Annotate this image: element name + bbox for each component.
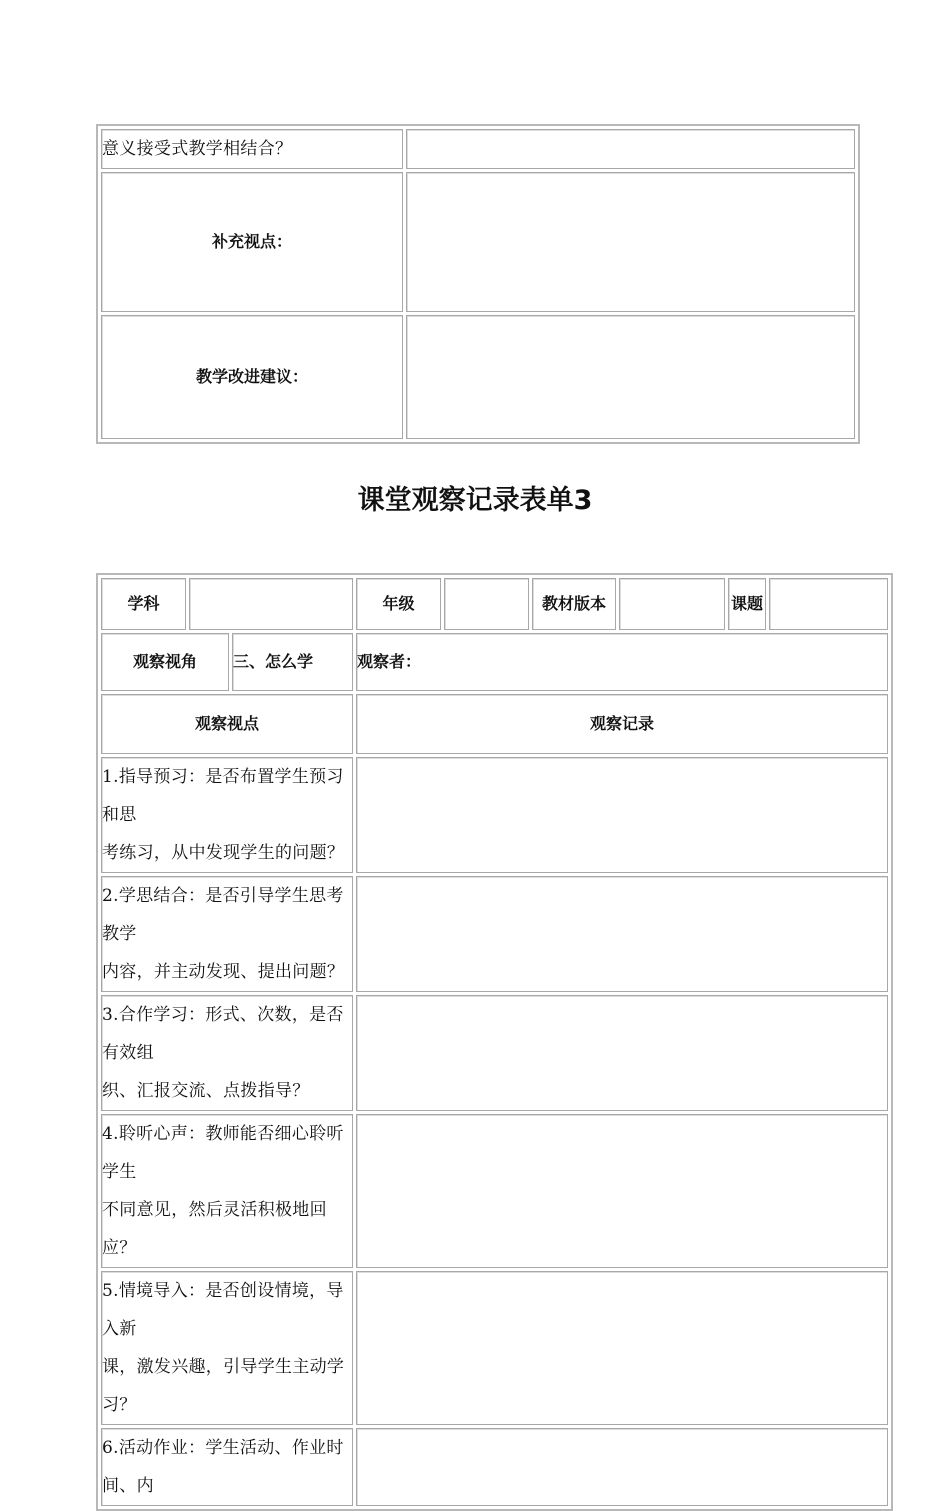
textbook-value-cell[interactable] [619, 578, 725, 630]
viewpoint-item-line: 6.活动作业：学生活动、作业时间、内 [102, 1438, 344, 1496]
record-cell[interactable] [356, 1428, 888, 1506]
viewpoint-item-line: 不同意见，然后灵活积极地回应？ [102, 1200, 327, 1258]
supplement-record-cell[interactable] [406, 172, 855, 312]
improvement-label: 教学改进建议： [101, 315, 403, 439]
viewpoint-item-line: 1.指导预习：是否布置学生预习和思 [102, 767, 344, 825]
viewpoint-item-line: 5.情境导入：是否创设情境，导入新 [102, 1281, 344, 1339]
subject-label: 学科 [101, 578, 186, 630]
observer-label[interactable]: 观察者： [356, 633, 888, 691]
angle-label: 观察视角 [101, 633, 229, 691]
viewpoint-header: 观察视点 [101, 694, 353, 754]
table-row [101, 1428, 888, 1506]
record-header: 观察记录 [356, 694, 888, 754]
textbook-label: 教材版本 [532, 578, 616, 630]
viewpoint-item-line: 考练习，从中发现学生的问题？ [102, 843, 345, 863]
table-row [101, 995, 888, 1111]
viewpoint-item [101, 1114, 353, 1268]
viewpoint-cell-continued: 意义接受式教学相结合？ [101, 129, 403, 169]
viewpoint-item [101, 757, 353, 873]
angle-value: 三、怎么学 [232, 633, 353, 691]
improvement-record-cell[interactable] [406, 315, 855, 439]
viewpoint-item [101, 876, 353, 992]
record-cell[interactable] [356, 1114, 888, 1268]
topic-label: 课题 [728, 578, 766, 630]
viewpoint-item-line: 2.学思结合：是否引导学生思考教学 [102, 886, 344, 944]
table-row [101, 757, 888, 873]
record-cell[interactable] [356, 1271, 888, 1425]
viewpoint-item [101, 1271, 353, 1425]
viewpoint-item-line: 内容，并主动发现、提出问题？ [102, 962, 345, 982]
viewpoint-item-line: 织、汇报交流、点拨指导？ [102, 1081, 310, 1101]
grade-value-cell[interactable] [444, 578, 529, 630]
viewpoint-item-line: 3.合作学习：形式、次数，是否有效组 [102, 1005, 344, 1063]
record-cell[interactable] [356, 995, 888, 1111]
table-row [101, 1114, 888, 1268]
viewpoint-item [101, 995, 353, 1111]
viewpoint-item [101, 1428, 353, 1506]
subject-value-cell[interactable] [189, 578, 353, 630]
viewpoint-item-line: 课，激发兴趣，引导学生主动学习？ [102, 1357, 345, 1415]
topic-value-cell[interactable] [769, 578, 888, 630]
record-cell-continued[interactable] [406, 129, 855, 169]
continuation-table [96, 124, 860, 444]
grade-label: 年级 [356, 578, 441, 630]
observation-table [96, 573, 893, 1511]
table-row [101, 1271, 888, 1425]
table-row [101, 876, 888, 992]
viewpoint-item-line: 4.聆听心声：教师能否细心聆听学生 [102, 1124, 344, 1182]
form-title: 课堂观察记录表单3 [357, 485, 593, 516]
record-cell[interactable] [356, 876, 888, 992]
supplement-label: 补充视点： [101, 172, 403, 312]
record-cell[interactable] [356, 757, 888, 873]
